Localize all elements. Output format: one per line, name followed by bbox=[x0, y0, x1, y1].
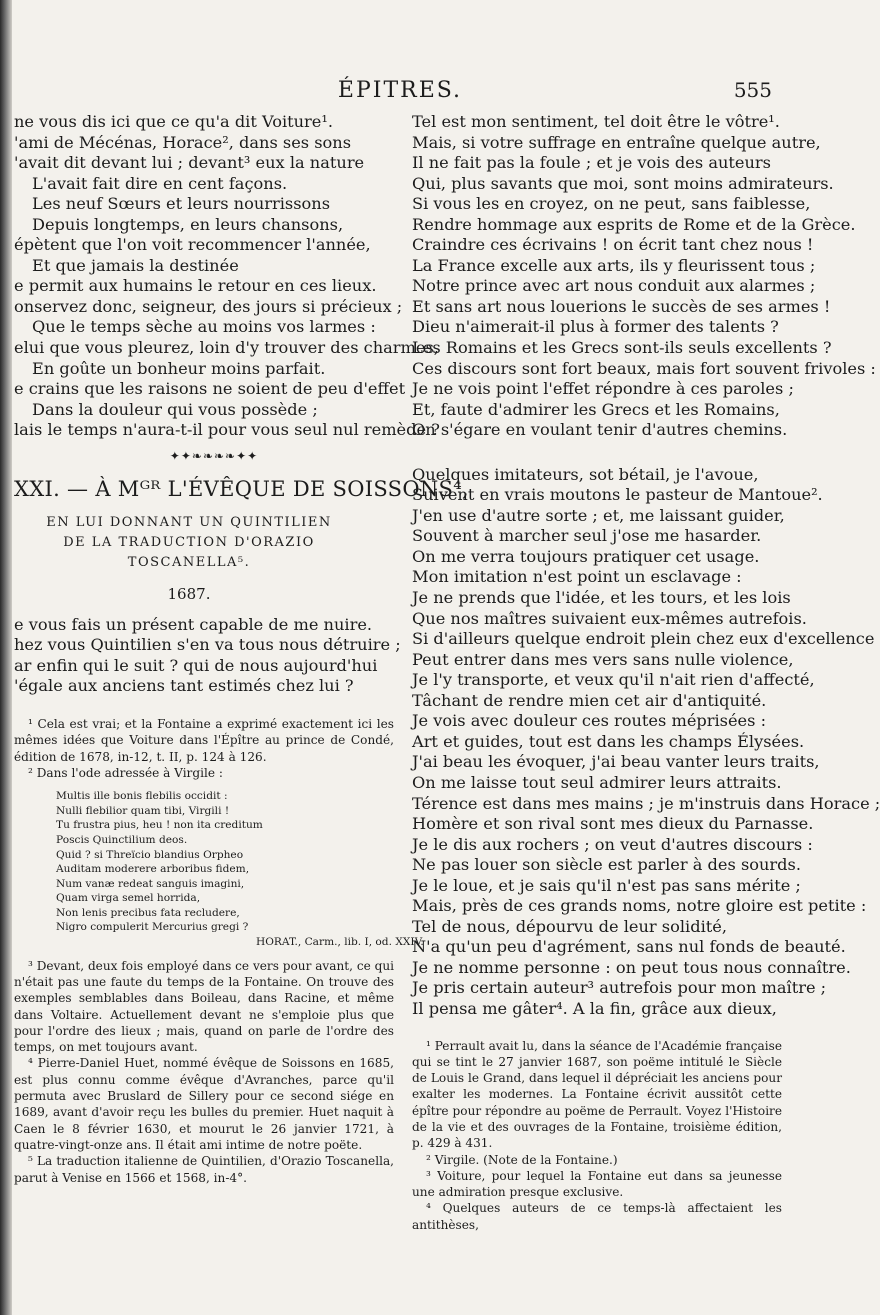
verse-line: 'ami de Mécénas, Horace², dans ses sons bbox=[14, 132, 352, 152]
verse-line: Il pensa me gâter⁴. A la fin, grâce aux dieux, bbox=[412, 998, 777, 1018]
verse-line: Je vois avec douleur ces routes méprisées : bbox=[412, 711, 767, 731]
verse-line: Qui, plus savants que moi, sont moins admirateurs. bbox=[412, 173, 834, 193]
verse-line: e crains que les raisons ne soient de peu d'effet bbox=[14, 379, 406, 399]
epistle-subtitle-block bbox=[14, 513, 394, 573]
verse-line: épètent que l'on voit recommencer l'année, bbox=[14, 235, 371, 255]
quote-line: Poscis Quinctilium deos. bbox=[56, 833, 188, 846]
quote-line: Num vanæ redeat sanguis imagini, bbox=[56, 877, 245, 890]
left-column bbox=[14, 112, 469, 1186]
verse-line: J'ai beau les évoquer, j'ai beau vanter leurs traits, bbox=[412, 752, 820, 772]
verse-line: 'avait dit devant lui ; devant³ eux la nature bbox=[14, 153, 365, 173]
verse-line: Il ne fait pas la foule ; et je vois des auteurs bbox=[412, 153, 771, 173]
verse-line: elui que vous pleurez, loin d'y trouver des charmes, bbox=[14, 338, 439, 358]
epistle-title: XXI. — À Mᴳᴿ L'ÉVÊQUE DE SOISSONS⁴, bbox=[14, 476, 469, 501]
verse-line: Térence est dans mes mains ; je m'instruis dans Horace ; bbox=[412, 793, 880, 813]
verse-line: Ces discours sont fort beaux, mais fort souvent frivoles : bbox=[412, 358, 876, 378]
verse-line: Si vous les en croyez, on ne peut, sans faiblesse, bbox=[412, 194, 811, 214]
verse-line: Tâchant de rendre mien cet air d'antiquité. bbox=[412, 690, 767, 710]
verse-line: Tel de nous, dépourvu de leur solidité, bbox=[412, 916, 727, 936]
verse-line: Je ne nomme personne : on peut tous nous connaître. bbox=[412, 957, 851, 977]
footnote: ⁴ Pierre-Daniel Huet, nommé évêque de Soissons en 1685, est plus connu comme évêque d'Avranches, parce qu'il permuta avec Bruslard de Sillery pour ce second siége en 1689, avant d'avoir reçu les bulles du premier. Huet naquit à Caen le 8 février 1630, et mourut le 26 janvier 1721, à quatre-vingt-onze ans. Il était ami intime de notre poëte. bbox=[14, 1056, 394, 1152]
footnote: ³ Devant, deux fois employé dans ce vers pour avant, ce qui n'était pas une faute du temps de la Fontaine. On trouve des exemples semblables dans Boileau, dans Racine, et même dans Voltaire. Actuellement devant ne s'emploie plus que pour l'ordre des lieux ; mais, quand on parle de l'ordre des temps, on met toujours avant. bbox=[14, 958, 394, 1055]
footnote: ² Dans l'ode adressée à Virgile : bbox=[28, 765, 223, 780]
footnote: ² Virgile. (Note de la Fontaine.) bbox=[426, 1152, 618, 1167]
verse-line: Suivent en vrais moutons le pasteur de Mantoue². bbox=[412, 485, 823, 505]
verse-line: Homère et son rival sont mes dieux du Parnasse. bbox=[412, 814, 814, 834]
verse-line: ne vous dis ici que ce qu'a dit Voiture¹. bbox=[14, 112, 334, 131]
verse-line: Et sans art nous louerions le succès de ses armes ! bbox=[412, 296, 831, 316]
quote-line: Auditam moderere arboribus fidem, bbox=[56, 863, 250, 876]
footnote: ³ Voiture, pour lequel la Fontaine eut dans sa jeunesse une admiration presque exclusive. bbox=[412, 1168, 782, 1200]
page-binding-shadow bbox=[0, 0, 12, 1315]
verse-line: On me verra toujours pratiquer cet usage. bbox=[412, 546, 760, 566]
verse-line: Si d'ailleurs quelque endroit plein chez eux d'excellence bbox=[412, 629, 875, 649]
verse-line: e vous fais un présent capable de me nuire. bbox=[14, 614, 373, 634]
verse-line: Dans la douleur qui vous possède ; bbox=[32, 399, 318, 419]
verse-line: Mon imitation n'est point un esclavage : bbox=[412, 567, 742, 587]
verse-line: Notre prince avec art nous conduit aux alarmes ; bbox=[412, 276, 816, 296]
page-header bbox=[0, 78, 800, 102]
quote-line: Quam virga semel horrida, bbox=[56, 892, 201, 905]
verse-line: Mais, près de ces grands noms, notre gloire est petite : bbox=[412, 896, 867, 916]
verse-line: Je le dis aux rochers ; on veut d'autres discours : bbox=[412, 834, 813, 854]
right-column bbox=[412, 112, 880, 1233]
page-number: 555 bbox=[733, 78, 772, 102]
quote-line: Multis ille bonis flebilis occidit : bbox=[56, 790, 228, 803]
footnote: ⁴ Quelques auteurs de ce temps-là affectaient les antithèses, bbox=[412, 1201, 782, 1232]
verse-line: ar enfin qui le suit ? qui de nous aujourd'hui bbox=[14, 655, 378, 675]
verse-line: Les neuf Sœurs et leurs nourrissons bbox=[32, 194, 331, 214]
verse-line: Je ne vois point l'effet répondre à ces paroles ; bbox=[412, 379, 794, 399]
footnote: ¹ Cela est vrai; et la Fontaine a exprimé exactement ici les mêmes idées que Voiture dans l'Épître au prince de Condé, édition de 1678, in-12, t. II, p. 124 à 126. bbox=[14, 716, 394, 764]
verse-line: Que le temps sèche au moins vos larmes : bbox=[32, 317, 376, 337]
verse-line: On s'égare en voulant tenir d'autres chemins. bbox=[412, 420, 788, 440]
verse-line: N'a qu'un peu d'agrément, sans nul fonds de beauté. bbox=[412, 937, 846, 957]
verse-line: Depuis longtemps, en leurs chansons, bbox=[32, 214, 344, 234]
verse-line: hez vous Quintilien s'en va tous nous détruire ; bbox=[14, 635, 401, 655]
verse-line: Et, faute d'admirer les Grecs et les Romains, bbox=[412, 399, 780, 419]
verse-line: Quelques imitateurs, sot bétail, je l'avoue, bbox=[412, 464, 759, 484]
verse-line: L'avait fait dire en cent façons. bbox=[32, 173, 288, 193]
poem-start-stanza bbox=[14, 614, 401, 697]
epistle-subtitle-line: EN LUI DONNANT UN QUINTILIEN bbox=[46, 514, 332, 530]
verse-line: Tel est mon sentiment, tel doit être le vôtre¹. bbox=[412, 112, 780, 131]
quote-line: Tu frustra pius, heu ! non ita creditum bbox=[56, 819, 263, 832]
footnote: ¹ Perrault avait lu, dans la séance de l'Académie française qui se tint le 27 janvier 1687, son poëme intitulé le Siècle de Louis le Grand, dans lequel il dépréciait les anciens pour exalter les modernes. La Fontaine écrivit aussitôt cette épître pour répondre au poëme de Perrault. Voyez l'Histoire de la vie et des ouvrages de la Fontaine, troisième édition, p. 429 à 431. bbox=[412, 1038, 782, 1151]
poem-stanza-2 bbox=[412, 464, 880, 1020]
verse-line: Je pris certain auteur³ autrefois pour mon maître ; bbox=[412, 978, 827, 998]
quote-line: Nulli flebilior quam tibi, Virgili ! bbox=[56, 804, 230, 817]
quote-line: Non lenis precibus fata recludere, bbox=[56, 906, 240, 919]
verse-line: Rendre hommage aux esprits de Rome et de la Grèce. bbox=[412, 214, 856, 234]
verse-line: lais le temps n'aura-t-il pour vous seul nul remède ? bbox=[14, 420, 440, 440]
quote-source: HORAT., Carm., lib. I, od. XXIV. bbox=[256, 936, 424, 949]
verse-line: J'en use d'autre sorte ; et, me laissant guider, bbox=[412, 505, 785, 525]
poem-end-stanza bbox=[14, 112, 440, 441]
verse-line: Ne pas louer son siècle est parler à des sourds. bbox=[412, 855, 801, 875]
stanza-gap bbox=[412, 441, 782, 465]
epistle-subtitle-line: DE LA TRADUCTION D'ORAZIO TOSCANELLA⁵. bbox=[63, 534, 315, 570]
footnote: ⁵ La traduction italienne de Quintilien, d'Orazio Toscanella, parut à Venise en 1566 et 1568, in-4°. bbox=[14, 1154, 394, 1185]
verse-line: On me laisse tout seul admirer leurs attraits. bbox=[412, 772, 782, 792]
quote-line: Nigro compulerit Mercurius gregi ? bbox=[56, 921, 249, 934]
verse-line: La France excelle aux arts, ils y fleurissent tous ; bbox=[412, 255, 816, 275]
left-footnotes bbox=[14, 716, 424, 1186]
verse-line: onservez donc, seigneur, des jours si précieux ; bbox=[14, 296, 403, 316]
section-ornament: ✦✦❧❧❧❧✦✦ bbox=[169, 448, 259, 463]
verse-line: Je ne prends que l'idée, et les tours, et les lois bbox=[412, 588, 791, 608]
poem-stanza-1 bbox=[412, 112, 876, 441]
verse-line: Mais, si votre suffrage en entraîne quelque autre, bbox=[412, 132, 821, 152]
verse-line: Dieu n'aimerait-il plus à former des talents ? bbox=[412, 317, 779, 337]
verse-line: Art et guides, tout est dans les champs Élysées. bbox=[412, 731, 805, 751]
verse-line: Peut entrer dans mes vers sans nulle violence, bbox=[412, 649, 794, 669]
verse-line: En goûte un bonheur moins parfait. bbox=[32, 358, 326, 378]
verse-line: Souvent à marcher seul j'ose me hasarder. bbox=[412, 526, 762, 546]
verse-line: Je le loue, et je sais qu'il n'est pas sans mérite ; bbox=[412, 875, 801, 895]
epistle-date: 1687. bbox=[167, 584, 211, 603]
verse-line: Que nos maîtres suivaient eux-mêmes autrefois. bbox=[412, 608, 807, 628]
verse-line: Les Romains et les Grecs sont-ils seuls excellents ? bbox=[412, 338, 832, 358]
verse-line: Et que jamais la destinée bbox=[32, 255, 239, 275]
latin-quotation bbox=[56, 789, 424, 950]
running-title: ÉPITRES. bbox=[337, 78, 463, 103]
right-footnotes bbox=[412, 1038, 782, 1234]
verse-line: 'égale aux anciens tant estimés chez lui ? bbox=[14, 676, 354, 696]
quote-line: Quid ? si Threïcio blandius Orpheo bbox=[56, 848, 244, 861]
verse-line: Craindre ces écrivains ! on écrit tant chez nous ! bbox=[412, 235, 814, 255]
verse-line: Je l'y transporte, et veux qu'il n'ait rien d'affecté, bbox=[412, 670, 815, 690]
verse-line: e permit aux humains le retour en ces lieux. bbox=[14, 276, 377, 296]
